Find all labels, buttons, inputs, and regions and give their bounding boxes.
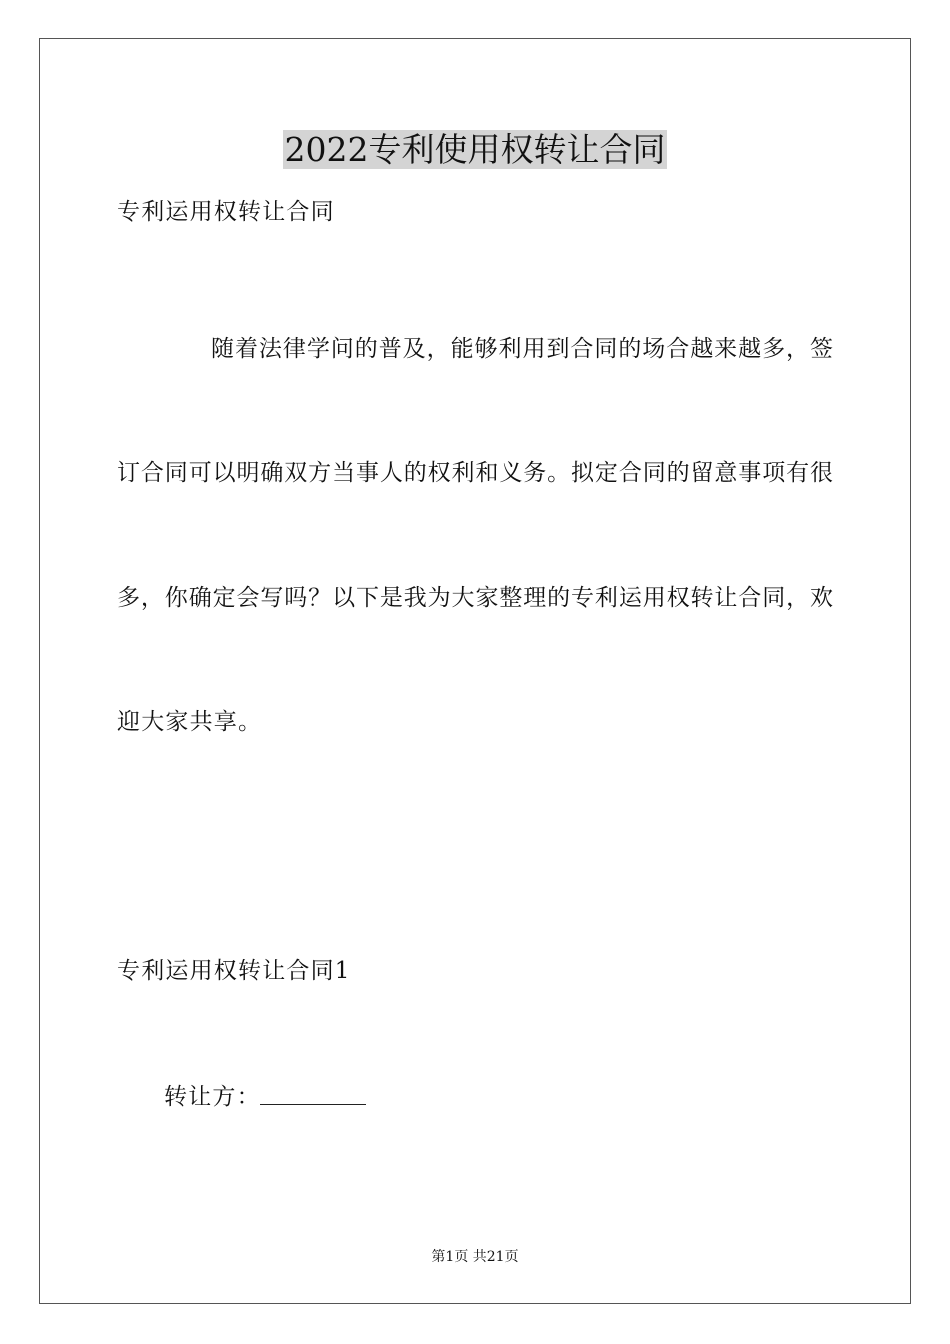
intro-line-1: 随着法律学问的普及，能够利用到合同的场合越来越多，签 bbox=[211, 336, 833, 362]
page-footer: 第1页 共21页 bbox=[431, 1249, 519, 1265]
document-title: 2022专利使用权转让合同 bbox=[284, 130, 666, 169]
document-subtitle: 专利运用权转让合同 bbox=[117, 199, 335, 225]
transferor-blank-line bbox=[260, 1104, 366, 1105]
section-heading: 专利运用权转让合同1 bbox=[117, 958, 351, 984]
intro-line-2: 订合同可以明确双方当事人的权利和义务。拟定合同的留意事项有很 bbox=[117, 460, 833, 486]
intro-line-3: 多，你确定会写吗？以下是我为大家整理的专利运用权转让合同，欢 bbox=[117, 585, 833, 611]
intro-line-4: 迎大家共享。 bbox=[117, 709, 263, 735]
transferor-label: 转让方： bbox=[164, 1084, 261, 1110]
